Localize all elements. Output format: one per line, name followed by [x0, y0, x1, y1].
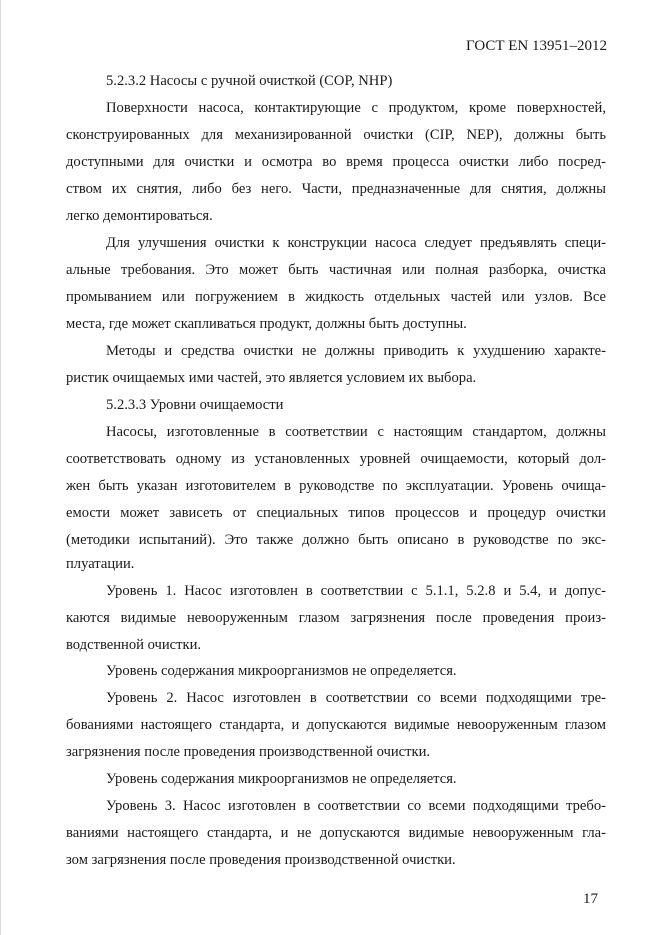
text-line: ристик очищаемых ими частей, это является условием их выбора.: [66, 370, 477, 386]
text-line: водственной очистки.: [66, 637, 202, 653]
section-heading-5-2-3-3: 5.2.3.3 Уровни очищаемости: [106, 397, 284, 413]
text-line: Уровень содержания микроорганизмов не определяется.: [106, 771, 457, 787]
text-line: промыванием или погружением в жидкость отдельных частей или узлов. Все: [66, 289, 606, 305]
text-line: сконструированных для механизированной очистки (CIP, NEP), должны быть: [66, 127, 606, 143]
text-line: бованиями настоящего стандарта, и допускаются видимые невооруженным глазом: [66, 717, 606, 733]
text-line: плуатации.: [66, 556, 135, 572]
page-edge: [0, 0, 1, 935]
text-line: Для улучшения очистки к конструкции насоса следует предъявлять специ-: [106, 235, 606, 251]
level-3-line: Уровень 3. Насос изготовлен в соответствии со всеми подходящими требо-: [106, 798, 606, 814]
text-line: места, где может скапливаться продукт, должны быть доступны.: [66, 316, 467, 332]
text-line: альные требования. Это может быть частичная или полная разборка, очистка: [66, 262, 606, 278]
level-2-line: Уровень 2. Насос изготовлен в соответствии со всеми подходящими тре-: [106, 690, 606, 706]
text-line: Насосы, изготовленные в соответствии с настоящим стандартом, должны: [106, 424, 606, 440]
text-line: доступными для очистки и осмотра во время процесса очистки либо посред-: [66, 154, 606, 170]
text-line: соответствовать одному из установленных уровней очищаемости, который дол-: [66, 451, 606, 467]
text-line: загрязнения после проведения производственной очистки.: [66, 744, 431, 760]
text-line: легко демонтироваться.: [66, 208, 213, 224]
page-number: 17: [583, 891, 598, 907]
text-line: зом загрязнения после проведения производственной очистки.: [66, 852, 456, 868]
text-line: Методы и средства очистки не должны приводить к ухудшению характе-: [106, 343, 606, 359]
text-line: Поверхности насоса, контактирующие с продуктом, кроме поверхностей,: [106, 100, 606, 116]
text-line: ством их снятия, либо без него. Части, предназначенные для снятия, должны: [66, 181, 606, 197]
level-1-line: Уровень 1. Насос изготовлен в соответствии с 5.1.1, 5.2.8 и 5.4, и допус-: [106, 583, 606, 599]
standard-designation: ГОСТ EN 13951–2012: [466, 38, 607, 54]
text-line: ваниями настоящего стандарта, и не допускаются видимые невооруженным гла-: [66, 825, 606, 841]
section-heading-5-2-3-2: 5.2.3.2 Насосы с ручной очисткой (COP, NHP): [106, 73, 393, 89]
text-line: каются видимые невооруженным глазом загрязнения после проведения произ-: [66, 610, 606, 626]
text-line: (методики испытаний). Это также должно быть описано в руководстве по экс-: [66, 532, 606, 548]
text-line: Уровень содержания микроорганизмов не определяется.: [106, 663, 457, 679]
text-line: жен быть указан изготовителем в руководстве по эксплуатации. Уровень очища-: [66, 478, 606, 494]
text-line: емости может зависеть от специальных типов процессов и процедур очистки: [66, 505, 606, 521]
